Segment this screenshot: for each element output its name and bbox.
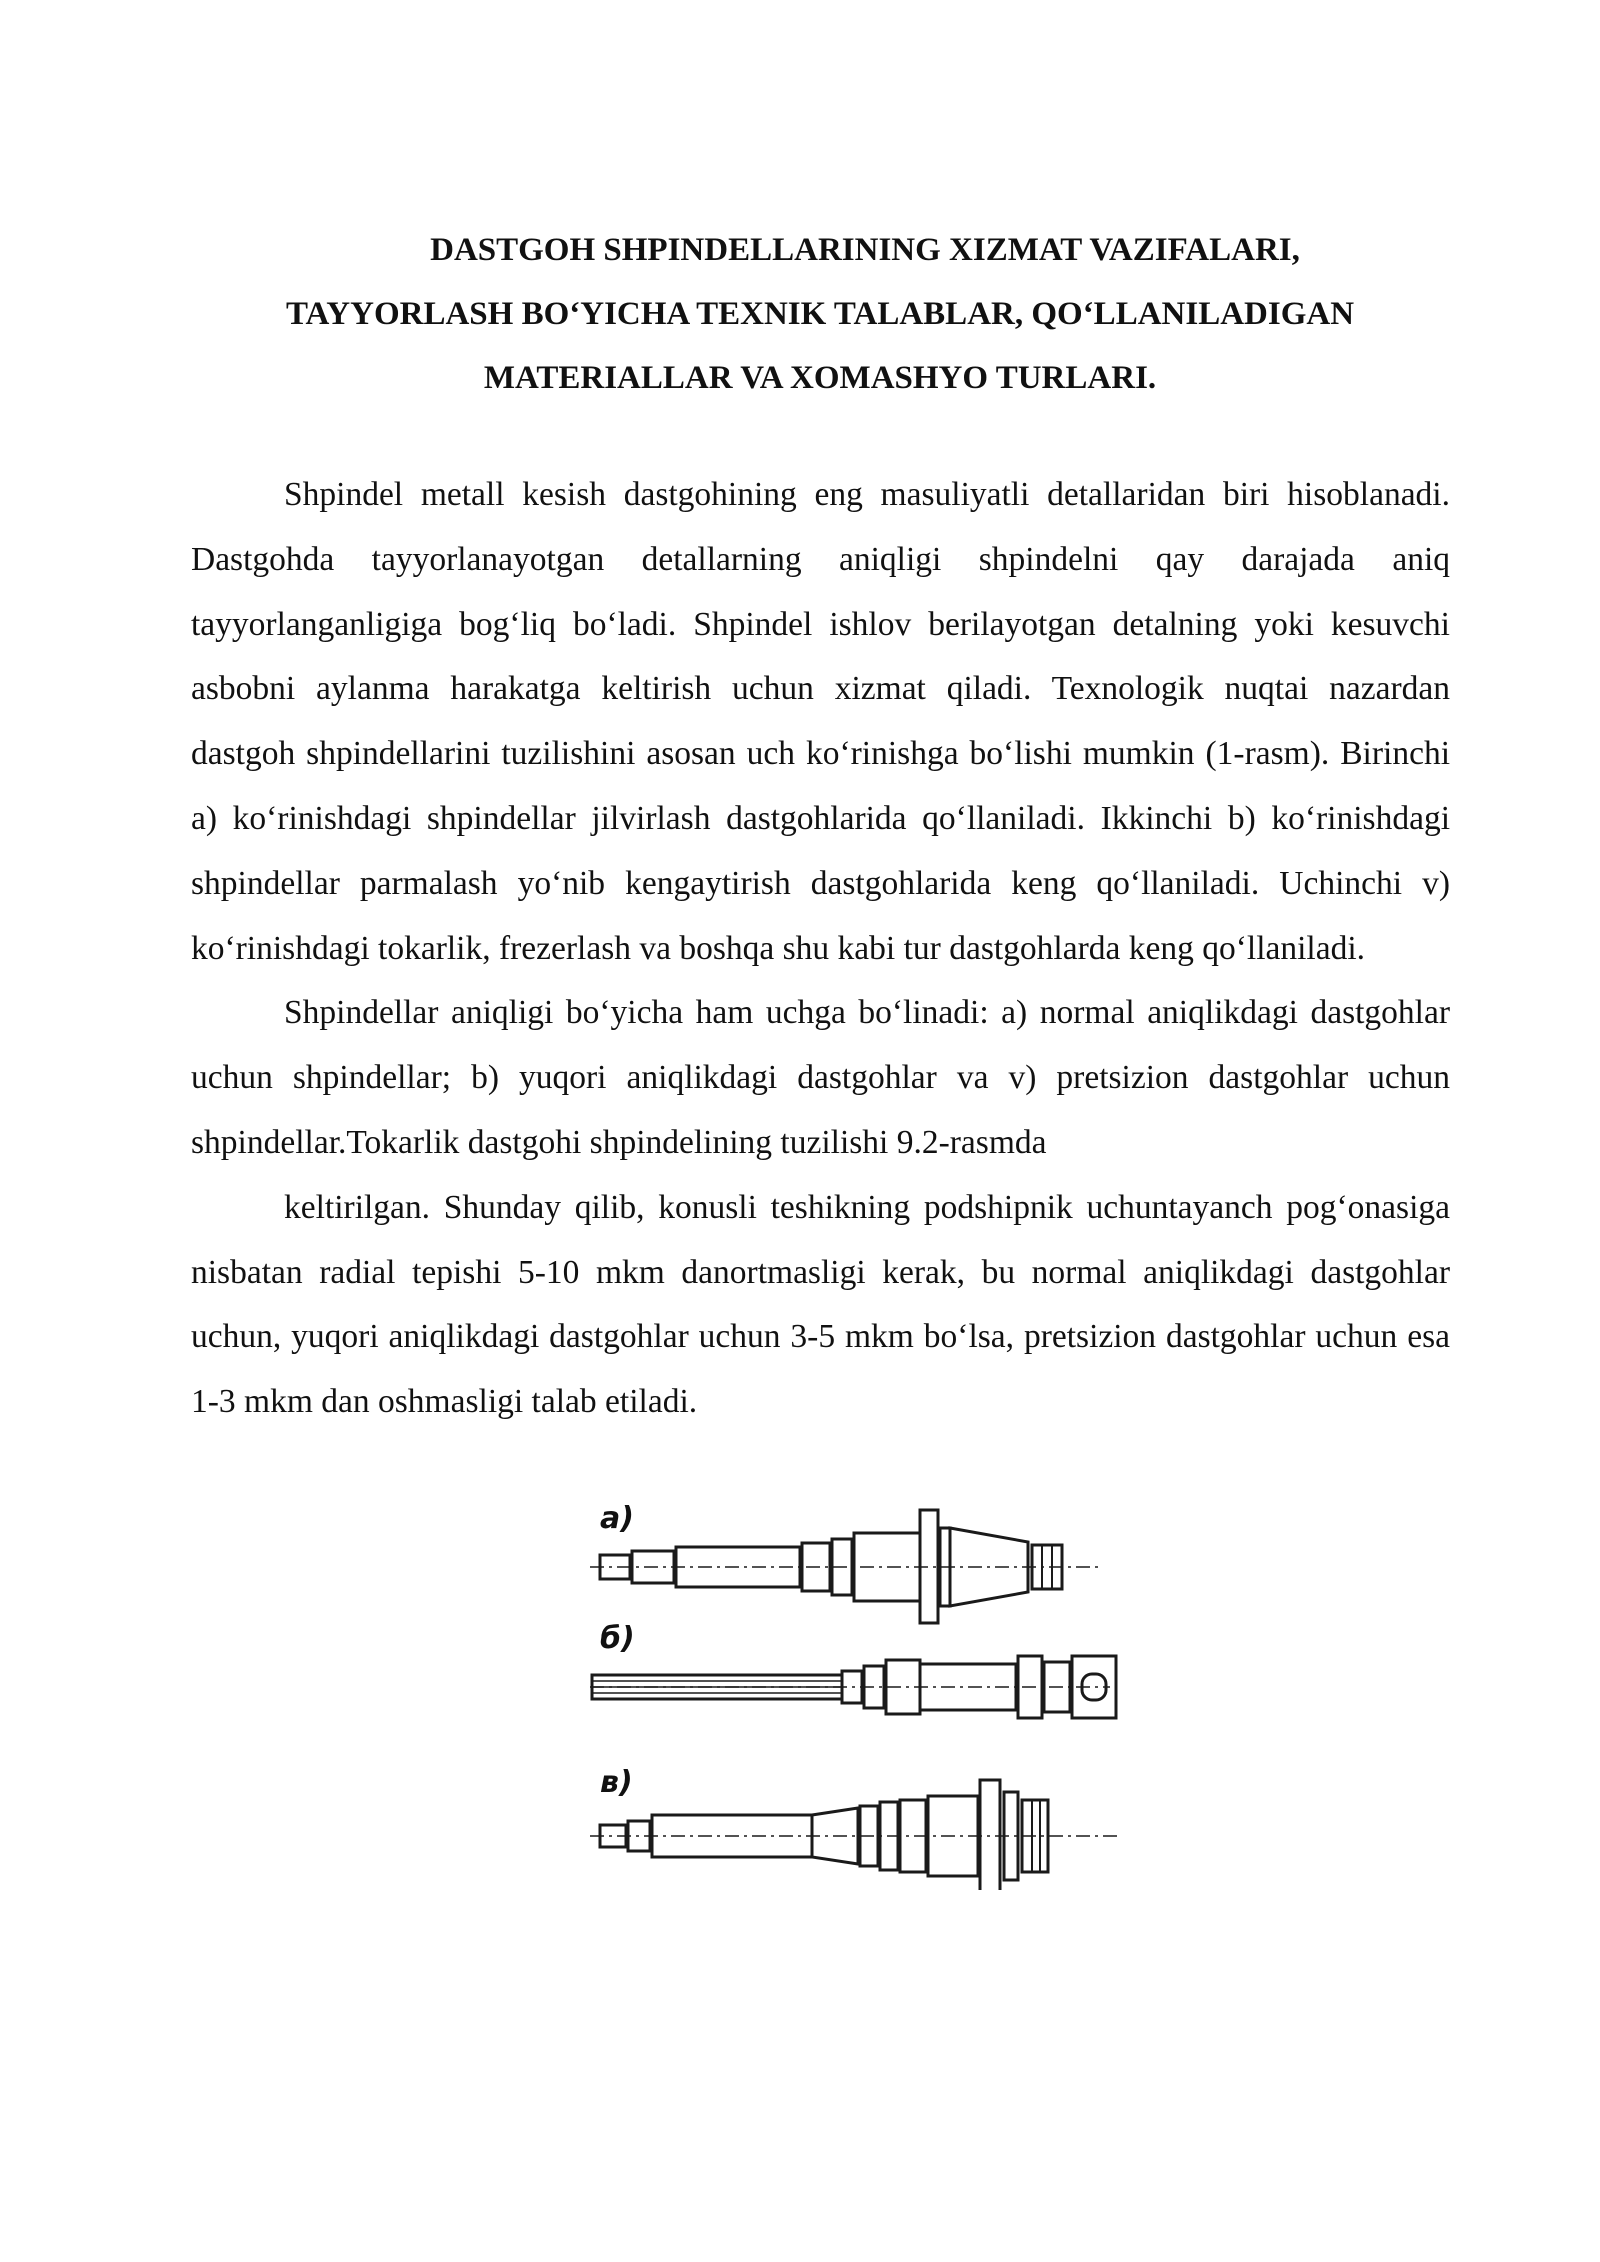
title-line-1: DASTGOH SHPINDELLARINING XIZMAT VAZIFALARI, [430,232,1300,268]
paragraph-3: keltirilgan. Shunday qilib, konusli teshikning podshipnik uchuntayanch pog‘onasiga nisbatan radial tepishi 5-10 mkm danortmasligi kerak, bu normal aniqlikdagi dastgohlar uchun, yuqori aniqlikdagi dastgohlar uchun 3-5 mkm bo‘lsa, pretsizion dastgohlar uchun esa 1-3 mkm dan oshmasligi talab etiladi. [191,1188,1450,1421]
paragraph-1: Shpindel metall kesish dastgohining eng masuliyatli detallaridan biri hisoblanadi. Dastgohda tayyorlanayotgan detallarning aniqligi shpindelni qay darajada aniq tayyorlanganligiga bog‘liq bo‘ladi. Shpindel ishlov berilayotgan detalning yoki kesuvchi asbobni aylanma harakatga keltirish uchun xizmat qiladi. Texnologik nuqtai nazardan dastgoh shpindellarini tuzilishini asosan uch ko‘rinishga bo‘lishi mumkin (1-rasm). Birinchi a) ko‘rinishdagi shpindellar jilvirlash dastgohlarida qo‘llaniladi. Ikkinchi b) ko‘rinishdagi shpindellar parmalash yo‘nib kengaytirish dastgohlarida keng qo‘llaniladi. Uchinchi v) ko‘rinishdagi tokarlik, frezerlash va boshqa shu kabi tur dastgohlarda keng qo‘llaniladi. [191,476,1450,967]
page-title [190,218,1450,410]
body-text [191,463,1450,1435]
title-line-2: TAYYORLASH BO‘YICHA TEXNIK TALABLAR, QO‘LLANILADIGAN [285,296,1355,332]
spindle-b-drawing [590,1656,1116,1718]
spindle-c-drawing [590,1780,1120,1890]
figure-label-b: б) [600,1621,635,1656]
spindle-figure [580,1500,1140,1890]
paragraph-2: Shpindellar aniqligi bo‘yicha ham uchga bo‘linadi: a) normal aniqlikdagi dastgohlar uchun shpindellar; b) yuqori aniqlikdagi dastgohlar va v) pretsizion dastgohlar uchun shpindellar.Tokarlik dastgohi shpindelining tuzilishi 9.2-rasmda [191,994,1450,1161]
title-line-3: MATERIALLAR VA XOMASHYO TURLARI. [483,360,1157,396]
spindle-a-drawing [590,1510,1100,1623]
figure-label-a: а) [600,1501,634,1536]
figure-label-c: в) [600,1765,633,1800]
